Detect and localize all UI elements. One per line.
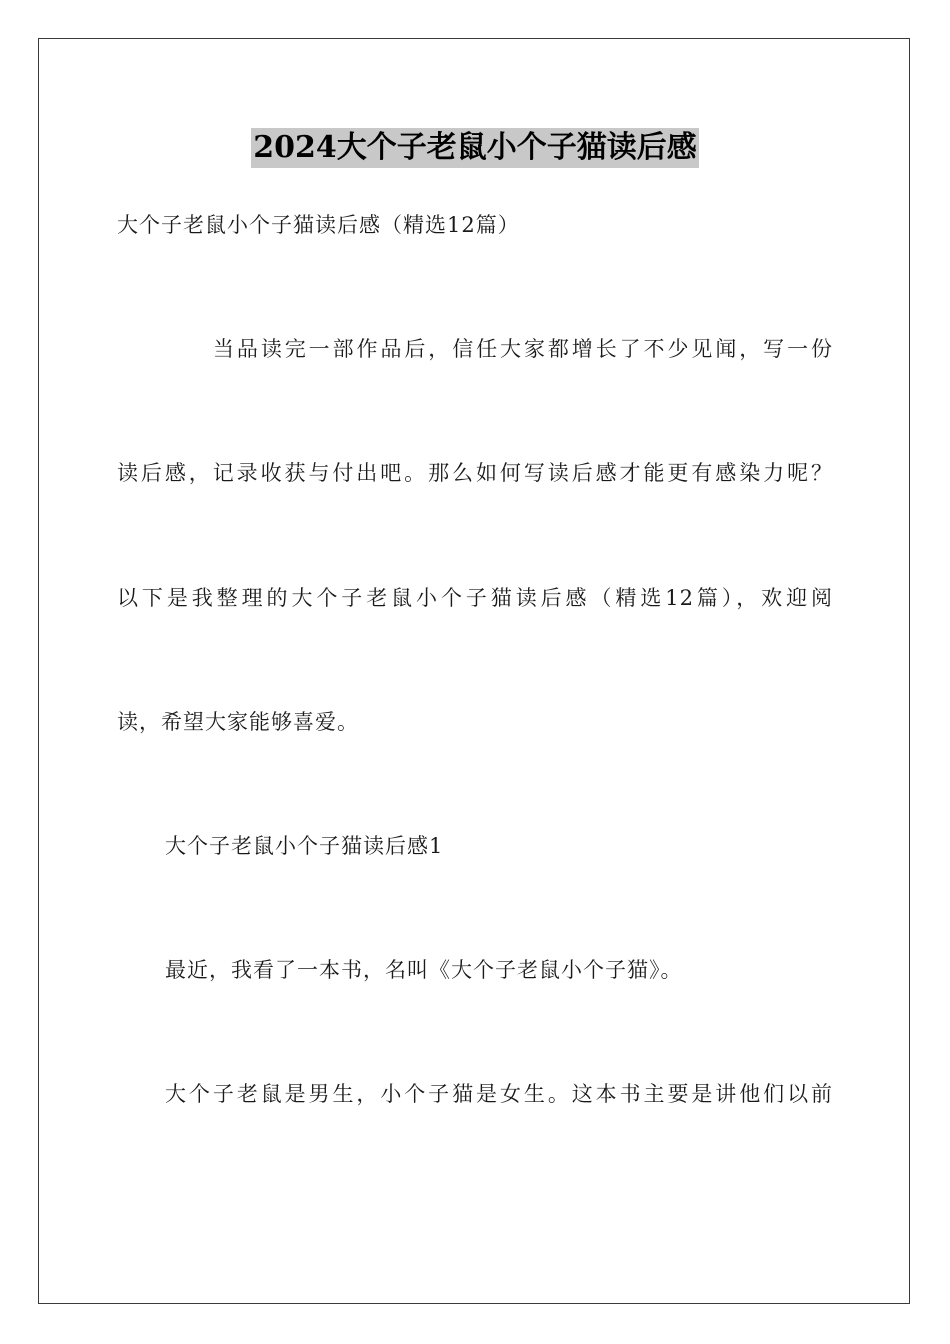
intro-line-1: 当品读完一部作品后，信任大家都增长了不少见闻，写一份 — [213, 337, 833, 361]
document-subtitle: 大个子老鼠小个子猫读后感（精选12篇） — [117, 213, 520, 237]
document-title: 2024大个子老鼠小个子猫读后感 — [251, 128, 699, 168]
intro-line-2: 读后感，记录收获与付出吧。那么如何写读后感才能更有感染力呢？ — [117, 461, 833, 485]
intro-line-4: 读，希望大家能够喜爱。 — [117, 710, 359, 734]
body-line-2: 大个子老鼠是男生，小个子猫是女生。这本书主要是讲他们以前 — [165, 1082, 833, 1106]
title-container — [0, 128, 950, 168]
section-heading: 大个子老鼠小个子猫读后感1 — [165, 834, 444, 858]
intro-line-3: 以下是我整理的大个子老鼠小个子猫读后感（精选12篇），欢迎阅 — [117, 586, 833, 610]
body-line-1: 最近，我看了一本书，名叫《大个子老鼠小个子猫》。 — [165, 958, 683, 982]
